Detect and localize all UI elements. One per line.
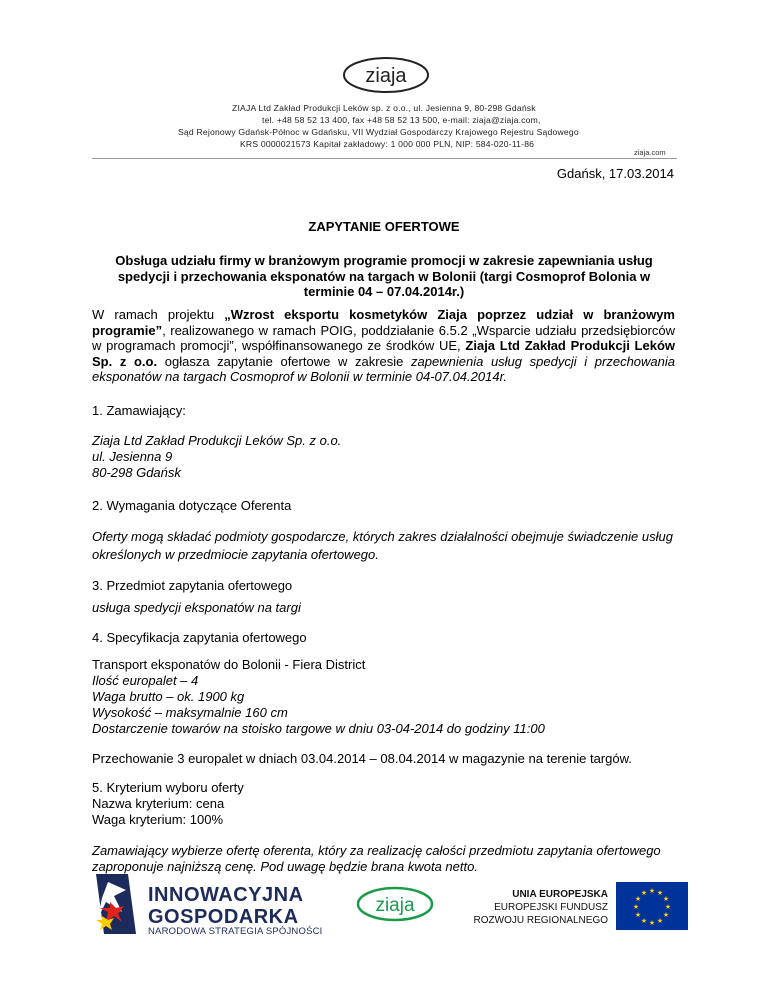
section-4-transport: Transport eksponatów do Bolonii - Fiera District xyxy=(92,657,366,672)
section-2-heading: 2. Wymagania dotyczące Oferenta xyxy=(92,498,292,513)
section-1-city: 80-298 Gdańsk xyxy=(92,465,181,480)
svg-text:★: ★ xyxy=(656,889,664,897)
ziaja-footer-logo-text: ziaja xyxy=(375,895,415,916)
section-3-text: usługa spedycji eksponatów na targi xyxy=(92,600,301,615)
section-1-heading: 1. Zamawiający: xyxy=(92,403,186,418)
innowacyjna-gospodarka-emblem xyxy=(92,872,140,938)
svg-text:★: ★ xyxy=(656,917,664,925)
company-court: Sąd Rejonowy Gdańsk-Północ w Gdańsku, VII Wydział Gospodarczy Krajowego Rejestru Sądowego xyxy=(178,127,579,137)
section-1-street: ul. Jesienna 9 xyxy=(92,449,173,464)
company-website: ziaja.com xyxy=(634,148,666,157)
svg-text:★: ★ xyxy=(648,919,656,927)
company-krs: KRS 0000021573 Kapitał zakładowy: 1 000 000 PLN, NIP: 584-020-11-86 xyxy=(240,139,535,149)
svg-text:★: ★ xyxy=(648,887,656,895)
ig-line-3: NARODOWA STRATEGIA SPÓJNOŚCI xyxy=(148,926,323,937)
svg-text:★: ★ xyxy=(662,895,670,903)
section-1-company: Ziaja Ltd Zakład Produkcji Leków Sp. z o.o. xyxy=(92,433,342,448)
eu-flag-icon xyxy=(616,882,688,930)
document-date: Gdańsk, 17.03.2014 xyxy=(556,166,674,181)
section-3-heading: 3. Przedmiot zapytania ofertowego xyxy=(92,578,293,593)
svg-text:★: ★ xyxy=(632,903,640,911)
ziaja-logo xyxy=(342,56,430,94)
section-4-heading: 4. Specyfikacja zapytania ofertowego xyxy=(92,630,307,645)
section-2-text: Oferty mogą składać podmioty gospodarcze, których zakres działalności obejmuje świadczenie usług określonych w przedmiocie zapytania ofertowego. xyxy=(92,529,673,562)
svg-text:★: ★ xyxy=(664,903,672,911)
svg-text:★: ★ xyxy=(662,911,670,919)
section-4-height: Wysokość – maksymalnie 160 cm xyxy=(92,705,288,720)
section-5-criterion-name: Nazwa kryterium: cena xyxy=(92,796,225,811)
company-contact: tel. +48 58 52 13 400, fax +48 58 52 13 500, e-mail: ziaja@ziaja.com, xyxy=(262,115,541,125)
header-divider xyxy=(92,158,677,159)
section-4-pallets: Ilość europalet – 4 xyxy=(92,673,199,688)
company-address: ZIAJA Ltd Zakład Produkcji Leków sp. z o.o., ul. Jesienna 9, 80-298 Gdańsk xyxy=(232,103,536,113)
svg-text:★: ★ xyxy=(634,895,642,903)
section-4-storage: Przechowanie 3 europalet w dniach 03.04.2014 – 08.04.2014 w magazynie na terenie targów. xyxy=(92,751,632,766)
section-5-criterion-weight: Waga kryterium: 100% xyxy=(92,812,224,827)
section-4-delivery: Dostarczenie towarów na stoisko targowe w dniu 03-04-2014 do godziny 11:00 xyxy=(92,721,545,736)
svg-text:★: ★ xyxy=(634,911,642,919)
svg-text:★: ★ xyxy=(640,917,648,925)
svg-text:★: ★ xyxy=(640,889,648,897)
ig-line-1: INNOWACYJNA xyxy=(148,884,304,906)
intro-paragraph: W ramach projektu „Wzrost eksportu kosmetyków Ziaja poprzez udział w branżowym programie”, realizowanego w ramach POIG, poddziałanie 6.5.2 „Wsparcie udziału przedsiębiorców w programach promocji”, współfinansowanego ze środków UE, Ziaja Ltd Zakład Produkcji Leków Sp. z o.o. ogłasza zapytanie ofertowe w zakresie zapewnienia usług spedycji i przechowania eksponatów na targach Cosmoprof w Bolonii w terminie 04-07.04.2014r. xyxy=(92,307,676,384)
section-5-heading: 5. Kryterium wyboru oferty xyxy=(92,780,244,795)
document-title: ZAPYTANIE OFERTOWE xyxy=(308,219,460,234)
ig-line-2: GOSPODARKA xyxy=(148,906,299,928)
eu-line-1: UNIA EUROPEJSKA xyxy=(512,889,608,900)
eu-line-2: EUROPEJSKI FUNDUSZ xyxy=(494,902,608,913)
section-4-weight: Waga brutto – ok. 1900 kg xyxy=(92,689,245,704)
document-subtitle: Obsługa udziału firmy w branżowym programie promocji w zakresie zapewniania usług spedycji i przechowania eksponatów na targach w Bolonii (targi Cosmoprof Bolonia w terminie 04 – 07.04.2014r.) xyxy=(115,253,653,299)
ziaja-logo-text: ziaja xyxy=(365,65,407,87)
eu-line-3: ROZWOJU REGIONALNEGO xyxy=(473,915,608,926)
ziaja-footer-logo xyxy=(356,886,434,922)
closing-text: Zamawiający wybierze ofertę oferenta, który za realizację całości przedmiotu zapytania ofertowego zaproponuje najniższą cenę. Pod uwagę będzie brana kwota netto. xyxy=(92,843,661,874)
